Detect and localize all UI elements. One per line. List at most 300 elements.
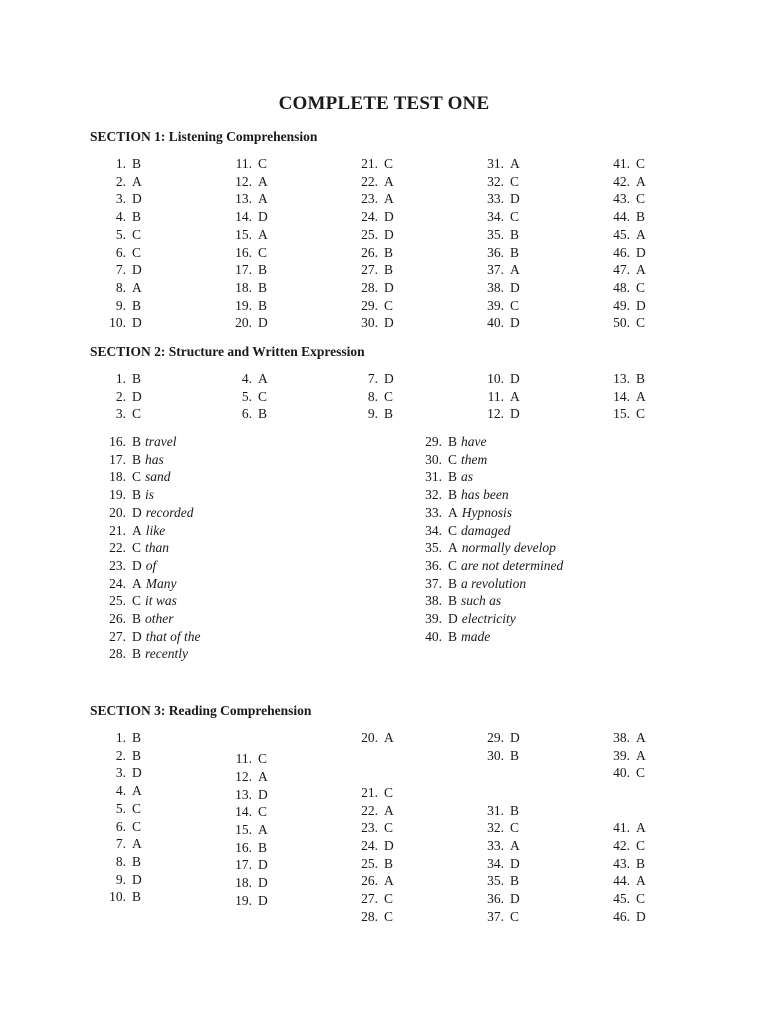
question-number: 45. <box>613 226 630 242</box>
question-number: 18. <box>109 469 126 485</box>
answer-item <box>356 155 393 172</box>
question-number: 18. <box>235 875 252 891</box>
answer-item <box>356 314 394 331</box>
answer-item <box>104 405 141 422</box>
answer-item <box>104 314 142 331</box>
question-number: 40. <box>425 628 442 644</box>
answer-letter: A <box>510 388 520 404</box>
question-number: 43. <box>613 855 630 871</box>
answer-letter: B <box>384 406 394 422</box>
answer-item <box>482 405 520 422</box>
answer-letter: B <box>258 406 268 422</box>
answer-letter: D <box>384 226 394 242</box>
question-number: 14. <box>613 388 630 404</box>
question-number: 26. <box>361 244 378 260</box>
answer-letter: B <box>448 469 458 485</box>
answer-item <box>104 610 174 627</box>
answer-letter: A <box>636 730 646 745</box>
answer-item <box>608 729 646 746</box>
answer-word: it was <box>145 593 177 609</box>
answer-letter: A <box>636 820 646 836</box>
question-number: 25. <box>361 855 378 871</box>
answer-item <box>356 802 394 819</box>
answer-letter: A <box>132 522 142 538</box>
answer-item <box>104 451 164 468</box>
answer-letter: B <box>448 628 458 644</box>
answer-word: Many <box>145 575 177 591</box>
answer-letter: C <box>132 593 142 609</box>
question-number: 20. <box>361 730 378 745</box>
answer-item <box>104 155 141 172</box>
answer-item <box>356 890 393 907</box>
answer-letter: D <box>384 837 394 853</box>
question-number: 7. <box>367 371 378 386</box>
answer-letter: C <box>258 244 268 260</box>
answer-item <box>608 872 646 889</box>
question-number: 35. <box>487 226 504 242</box>
question-number: 1. <box>115 156 126 171</box>
question-number: 36. <box>487 891 504 907</box>
answer-item <box>420 628 490 645</box>
answer-item <box>104 388 142 405</box>
answer-letter: D <box>132 628 142 644</box>
answer-letter: B <box>132 371 142 386</box>
answer-letter: A <box>510 837 520 853</box>
answer-letter: A <box>132 279 142 295</box>
answer-item <box>104 504 193 521</box>
answer-item <box>230 821 268 838</box>
question-number: 41. <box>613 820 630 836</box>
answer-letter: A <box>132 836 142 852</box>
question-number: 21. <box>109 522 126 538</box>
answer-word: as <box>461 469 474 485</box>
question-number: 37. <box>487 908 504 924</box>
question-number: 40. <box>487 315 504 331</box>
answer-letter: C <box>258 156 268 171</box>
question-number: 36. <box>487 244 504 260</box>
answer-letter: D <box>510 371 520 386</box>
answer-letter: D <box>132 262 142 278</box>
question-number: 5. <box>115 226 126 242</box>
question-number: 28. <box>109 646 126 662</box>
answer-item <box>608 226 646 243</box>
answer-item <box>482 855 520 872</box>
question-number: 30. <box>425 451 442 467</box>
answer-letter: A <box>384 873 394 889</box>
answer-item <box>356 297 393 314</box>
answer-letter: B <box>510 244 520 260</box>
answer-letter: B <box>510 747 520 763</box>
question-number: 27. <box>361 262 378 278</box>
question-number: 13. <box>235 191 252 207</box>
answer-letter: B <box>510 873 520 889</box>
answer-letter: D <box>510 279 520 295</box>
answer-item <box>608 370 645 387</box>
question-number: 40. <box>613 765 630 781</box>
question-number: 15. <box>235 822 252 838</box>
answer-word: have <box>461 434 487 449</box>
question-number: 19. <box>109 487 126 503</box>
answer-letter: B <box>132 487 142 503</box>
answer-word: a revolution <box>461 575 527 591</box>
answer-letter: C <box>448 451 458 467</box>
question-number: 48. <box>613 279 630 295</box>
section-3-heading: SECTION 3: Reading Comprehension <box>90 703 312 718</box>
answer-item <box>104 539 169 556</box>
answer-letter: D <box>384 279 394 295</box>
question-number: 11. <box>235 156 252 171</box>
answer-item <box>608 190 645 207</box>
answer-item <box>230 208 268 225</box>
question-number: 17. <box>109 451 126 467</box>
answer-letter: C <box>384 891 394 907</box>
answer-item <box>230 405 267 422</box>
answer-letter: A <box>384 191 394 207</box>
question-number: 9. <box>115 297 126 313</box>
question-number: 33. <box>487 191 504 207</box>
answer-letter: C <box>384 908 394 924</box>
answer-letter: C <box>132 540 142 556</box>
question-number: 32. <box>487 820 504 836</box>
answer-item <box>608 405 645 422</box>
question-number: 46. <box>613 244 630 260</box>
question-number: 10. <box>109 315 126 331</box>
answer-item <box>420 468 473 485</box>
answer-letter: B <box>132 156 142 171</box>
question-number: 44. <box>613 209 630 225</box>
answer-letter: B <box>510 226 520 242</box>
answer-item <box>482 279 520 296</box>
question-number: 22. <box>361 173 378 189</box>
question-number: 3. <box>115 406 126 422</box>
answer-letter: C <box>448 522 458 538</box>
question-number: 15. <box>235 226 252 242</box>
answer-item <box>482 872 519 889</box>
answer-letter: B <box>448 593 458 609</box>
answer-item <box>230 226 268 243</box>
answer-item <box>482 802 519 819</box>
answer-letter: C <box>132 226 142 242</box>
section-2-heading: SECTION 2: Structure and Written Expression <box>90 344 365 359</box>
question-number: 31. <box>487 156 504 171</box>
question-number: 9. <box>115 871 126 887</box>
question-number: 24. <box>361 209 378 225</box>
answer-item <box>482 314 520 331</box>
answer-item <box>356 244 393 261</box>
question-number: 11. <box>235 751 252 767</box>
answer-word: Hypnosis <box>461 504 512 520</box>
answer-item <box>230 874 268 891</box>
answer-item <box>230 768 268 785</box>
answer-letter: C <box>132 406 142 422</box>
answer-item <box>420 557 563 574</box>
answer-item <box>420 522 511 539</box>
question-number: 33. <box>487 837 504 853</box>
answer-letter: B <box>132 747 142 763</box>
question-number: 15. <box>613 406 630 422</box>
answer-letter: A <box>636 747 646 763</box>
question-number: 31. <box>487 802 504 818</box>
question-number: 13. <box>235 786 252 802</box>
answer-letter: A <box>448 504 458 520</box>
answer-item <box>482 747 519 764</box>
answer-letter: C <box>510 820 520 836</box>
question-number: 32. <box>425 487 442 503</box>
question-number: 21. <box>361 156 378 171</box>
question-number: 27. <box>361 891 378 907</box>
question-number: 12. <box>487 406 504 422</box>
question-number: 47. <box>613 262 630 278</box>
answer-word: than <box>145 540 170 556</box>
answer-item <box>356 908 393 925</box>
answer-item <box>482 190 520 207</box>
answer-word: such as <box>461 593 502 609</box>
answer-item <box>104 818 141 835</box>
answer-item <box>356 784 393 801</box>
question-number: 26. <box>361 873 378 889</box>
answer-letter: C <box>258 388 268 404</box>
answer-letter: A <box>258 191 268 207</box>
answer-item <box>230 892 268 909</box>
question-number: 49. <box>613 297 630 313</box>
answer-item <box>230 856 268 873</box>
answer-item <box>230 261 267 278</box>
answer-letter: C <box>384 388 394 404</box>
answer-letter: D <box>258 857 268 873</box>
answer-letter: B <box>132 730 142 745</box>
answer-letter: B <box>132 451 142 467</box>
answer-item <box>482 388 520 405</box>
question-number: 44. <box>613 873 630 889</box>
question-number: 45. <box>613 891 630 907</box>
answer-item <box>608 173 646 190</box>
question-number: 22. <box>109 540 126 556</box>
answer-item <box>230 786 268 803</box>
answer-word: has <box>145 451 164 467</box>
answer-letter: A <box>258 173 268 189</box>
question-number: 7. <box>115 262 126 278</box>
answer-letter: D <box>132 191 142 207</box>
answer-item <box>104 645 188 662</box>
answer-item <box>356 729 394 746</box>
question-number: 33. <box>425 504 442 520</box>
question-number: 34. <box>487 209 504 225</box>
answer-item <box>420 592 501 609</box>
question-number: 16. <box>235 244 252 260</box>
answer-letter: C <box>384 156 394 171</box>
answer-letter: B <box>132 611 142 626</box>
answer-letter: D <box>132 871 142 887</box>
answer-item <box>356 837 394 854</box>
question-number: 25. <box>109 593 126 609</box>
question-number: 27. <box>109 628 126 644</box>
answer-item <box>356 388 393 405</box>
question-number: 18. <box>235 279 252 295</box>
answer-letter: B <box>258 279 268 295</box>
answer-letter: C <box>132 818 142 834</box>
answer-letter: A <box>636 262 646 278</box>
answer-letter: B <box>258 839 268 855</box>
answer-item <box>608 819 646 836</box>
answer-item <box>420 539 556 556</box>
answer-item <box>608 837 645 854</box>
question-number: 29. <box>487 730 504 745</box>
question-number: 11. <box>487 388 504 404</box>
answer-item <box>104 747 141 764</box>
answer-item <box>104 468 171 485</box>
answer-item <box>482 297 519 314</box>
question-number: 8. <box>367 388 378 404</box>
answer-word: them <box>461 451 488 467</box>
question-number: 34. <box>425 522 442 538</box>
question-number: 32. <box>487 173 504 189</box>
answer-letter: D <box>510 406 520 422</box>
answer-word: like <box>145 522 166 538</box>
answer-item <box>230 314 268 331</box>
question-number: 37. <box>425 575 442 591</box>
answer-letter: A <box>258 371 268 386</box>
answer-letter: C <box>510 908 520 924</box>
answer-letter: C <box>258 751 268 767</box>
question-number: 50. <box>613 315 630 331</box>
answer-item <box>104 522 165 539</box>
answer-letter: B <box>384 244 394 260</box>
answer-item <box>104 888 141 905</box>
answer-letter: A <box>510 262 520 278</box>
answer-item <box>230 839 267 856</box>
question-number: 25. <box>361 226 378 242</box>
question-number: 2. <box>115 173 126 189</box>
question-number: 4. <box>115 783 126 799</box>
answer-item <box>356 261 393 278</box>
answer-item <box>230 155 267 172</box>
answer-item <box>420 486 509 503</box>
answer-item <box>608 279 645 296</box>
answer-word: electricity <box>461 611 516 626</box>
answer-item <box>104 782 142 799</box>
question-number: 43. <box>613 191 630 207</box>
answer-letter: A <box>448 540 458 556</box>
answer-letter: D <box>132 557 142 573</box>
answer-letter: B <box>132 297 142 313</box>
question-number: 19. <box>235 892 252 908</box>
answer-item <box>104 800 141 817</box>
answer-letter: C <box>636 891 646 907</box>
answer-item <box>482 890 520 907</box>
answer-letter: D <box>636 908 646 924</box>
answer-item <box>104 190 142 207</box>
answer-letter: D <box>384 315 394 331</box>
answer-letter: C <box>132 244 142 260</box>
question-number: 22. <box>361 802 378 818</box>
answer-item <box>608 855 645 872</box>
answer-item <box>608 261 646 278</box>
answer-item <box>104 433 177 450</box>
question-number: 5. <box>241 388 252 404</box>
answer-item <box>104 173 142 190</box>
question-number: 16. <box>109 434 126 449</box>
answer-letter: D <box>132 388 142 404</box>
answer-item <box>608 297 646 314</box>
question-number: 38. <box>487 279 504 295</box>
answer-letter: D <box>510 730 520 745</box>
question-number: 21. <box>361 784 378 800</box>
page-title: COMPLETE TEST ONE <box>278 93 490 114</box>
answer-item <box>230 279 267 296</box>
question-number: 4. <box>115 209 126 225</box>
question-number: 1. <box>115 371 126 386</box>
answer-letter: A <box>258 226 268 242</box>
question-number: 23. <box>109 557 126 573</box>
question-number: 28. <box>361 279 378 295</box>
answer-item <box>482 370 520 387</box>
answer-letter: B <box>258 297 268 313</box>
question-number: 30. <box>487 747 504 763</box>
question-number: 38. <box>613 730 630 745</box>
question-number: 6. <box>241 406 252 422</box>
question-number: 12. <box>235 768 252 784</box>
answer-item <box>104 835 142 852</box>
question-number: 3. <box>115 191 126 207</box>
answer-item <box>420 610 516 627</box>
answer-item <box>482 837 520 854</box>
answer-letter: A <box>636 873 646 889</box>
answer-letter: C <box>510 297 520 313</box>
answer-letter: C <box>636 765 646 781</box>
answer-letter: B <box>636 855 646 871</box>
question-number: 20. <box>109 504 126 520</box>
question-number: 39. <box>613 747 630 763</box>
answer-word: are not determined <box>461 557 564 573</box>
answer-item <box>104 557 156 574</box>
question-number: 13. <box>613 371 630 386</box>
answer-letter: B <box>448 434 458 449</box>
question-number: 35. <box>487 873 504 889</box>
answer-item <box>230 297 267 314</box>
question-number: 8. <box>115 279 126 295</box>
answer-item <box>356 819 393 836</box>
answer-item <box>608 155 645 172</box>
answer-letter: C <box>636 191 646 207</box>
answer-letter: B <box>258 262 268 278</box>
question-number: 36. <box>425 557 442 573</box>
question-number: 10. <box>109 889 126 905</box>
answer-letter: C <box>132 800 142 816</box>
answer-item <box>356 208 394 225</box>
answer-letter: C <box>384 297 394 313</box>
answer-item <box>356 855 393 872</box>
answer-item <box>608 314 645 331</box>
question-number: 1. <box>115 730 126 745</box>
answer-letter: B <box>384 262 394 278</box>
answer-letter: B <box>510 802 520 818</box>
answer-item <box>608 208 645 225</box>
answer-letter: B <box>132 853 142 869</box>
question-number: 12. <box>235 173 252 189</box>
question-number: 41. <box>613 156 630 171</box>
answer-letter: C <box>636 315 646 331</box>
answer-item <box>482 173 519 190</box>
answer-item <box>356 872 394 889</box>
question-number: 29. <box>425 434 442 449</box>
answer-word: normally develop <box>461 540 556 556</box>
answer-item <box>482 244 519 261</box>
answer-letter: A <box>384 173 394 189</box>
answer-letter: D <box>258 892 268 908</box>
answer-letter: B <box>448 487 458 503</box>
answer-letter: D <box>132 315 142 331</box>
answer-letter: A <box>258 768 268 784</box>
